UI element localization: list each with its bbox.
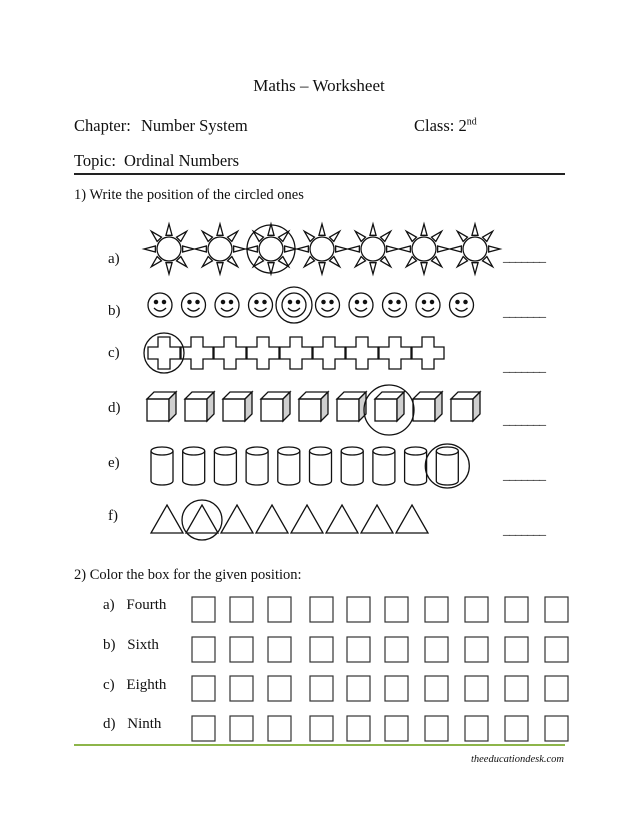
q2-row-a-position: Fourth (126, 597, 167, 613)
q1-row-e-label: e) (108, 455, 120, 471)
answer-box[interactable] (310, 716, 333, 741)
sun-icon (348, 224, 398, 274)
q2-row-c-label: c) (103, 677, 115, 693)
question-2-prompt: 2) Color the box for the given position: (74, 567, 302, 583)
cylinder-icon (278, 447, 300, 485)
answer-box[interactable] (385, 637, 408, 662)
sun-icon (246, 224, 296, 274)
answer-box[interactable] (425, 597, 448, 622)
answer-box[interactable] (230, 716, 253, 741)
answer-box[interactable] (268, 676, 291, 701)
class-label: Class: 2 (414, 116, 467, 135)
q1-answer-blank-e[interactable]: _______ (503, 468, 545, 483)
topic-value: Ordinal Numbers (124, 151, 240, 170)
answer-box[interactable] (347, 597, 370, 622)
answer-box[interactable] (425, 676, 448, 701)
answer-box[interactable] (505, 716, 528, 741)
answer-box[interactable] (385, 597, 408, 622)
smiley-icon (148, 293, 172, 317)
q1-answer-blank-c[interactable]: _______ (503, 360, 545, 375)
q1-answer-blank-a[interactable]: _______ (503, 250, 545, 265)
q1-row-a-label: a) (108, 251, 120, 267)
cylinder-icon (436, 447, 458, 485)
q2-row-b (103, 637, 159, 654)
triangle-icon (291, 505, 323, 533)
cylinder-icon (183, 447, 205, 485)
triangle-icon (256, 505, 288, 533)
q1-row-c-label: c) (108, 345, 120, 361)
cube-icon (185, 392, 214, 421)
cube-icon (299, 392, 328, 421)
answer-box[interactable] (192, 716, 215, 741)
cube-icon (375, 392, 404, 421)
worksheet-title: Maths – Worksheet (253, 76, 385, 95)
cylinder-icon (373, 447, 395, 485)
sun-icon (195, 224, 245, 274)
smiley-icon (416, 293, 440, 317)
cylinder-icon (405, 447, 427, 485)
q2-row-b-label: b) (103, 637, 116, 653)
q1-row-b-label: b) (108, 303, 121, 319)
answer-box[interactable] (465, 597, 488, 622)
q1-answer-blank-f[interactable]: _______ (503, 523, 545, 538)
cylinder-icon (246, 447, 268, 485)
selection-circle (425, 444, 469, 488)
answer-box[interactable] (310, 597, 333, 622)
q2-row-a-label: a) (103, 597, 115, 613)
answer-box[interactable] (425, 716, 448, 741)
sun-icon (450, 224, 500, 274)
answer-box[interactable] (230, 637, 253, 662)
answer-box[interactable] (545, 597, 568, 622)
q1-row-d-label: d) (108, 400, 121, 416)
answer-box[interactable] (230, 676, 253, 701)
cross-icon (214, 337, 246, 369)
cube-icon (261, 392, 290, 421)
answer-box[interactable] (545, 716, 568, 741)
answer-box[interactable] (505, 637, 528, 662)
answer-box[interactable] (192, 637, 215, 662)
cylinder-icon (310, 447, 332, 485)
cross-icon (280, 337, 312, 369)
question-1-prompt: 1) Write the position of the circled ones (74, 187, 304, 203)
q1-answer-blank-d[interactable]: _______ (503, 413, 545, 428)
answer-box[interactable] (230, 597, 253, 622)
triangle-icon (326, 505, 358, 533)
answer-box[interactable] (347, 637, 370, 662)
footer-site: theeducationdesk.com (470, 754, 564, 765)
smiley-icon (182, 293, 206, 317)
answer-box[interactable] (192, 676, 215, 701)
triangle-icon (151, 505, 183, 533)
cross-icon (412, 337, 444, 369)
answer-box[interactable] (310, 676, 333, 701)
q2-row-d (103, 716, 161, 733)
answer-box[interactable] (505, 676, 528, 701)
answer-box[interactable] (505, 597, 528, 622)
cross-icon (181, 337, 213, 369)
answer-box[interactable] (545, 676, 568, 701)
triangle-icon (221, 505, 253, 533)
sun-icon (297, 224, 347, 274)
cube-icon (223, 392, 252, 421)
cross-icon (379, 337, 411, 369)
smiley-icon (215, 293, 239, 317)
cylinder-icon (214, 447, 236, 485)
smiley-icon (450, 293, 474, 317)
q2-row-b-position: Sixth (127, 637, 159, 653)
cube-icon (337, 392, 366, 421)
answer-box[interactable] (347, 716, 370, 741)
answer-box[interactable] (465, 676, 488, 701)
answer-box[interactable] (465, 716, 488, 741)
answer-box[interactable] (385, 676, 408, 701)
q2-row-d-label: d) (103, 716, 116, 732)
answer-box[interactable] (268, 597, 291, 622)
answer-box[interactable] (192, 597, 215, 622)
q2-row-d-position: Ninth (127, 716, 162, 732)
q2-row-a (103, 597, 166, 614)
sun-icon (399, 224, 449, 274)
answer-box[interactable] (425, 637, 448, 662)
smiley-icon (249, 293, 273, 317)
triangle-icon (186, 505, 218, 533)
answer-box[interactable] (347, 676, 370, 701)
cross-icon (148, 337, 180, 369)
chapter-value: Number System (140, 116, 248, 135)
smiley-icon (383, 293, 407, 317)
cross-icon (346, 337, 378, 369)
cross-icon (313, 337, 345, 369)
smiley-icon (282, 293, 306, 317)
smiley-icon (316, 293, 340, 317)
q2-row-c (103, 677, 166, 694)
cube-icon (413, 392, 442, 421)
answer-box[interactable] (465, 637, 488, 662)
triangle-icon (361, 505, 393, 533)
cube-icon (451, 392, 480, 421)
selection-circle (144, 333, 184, 373)
q1-row-f-label: f) (108, 508, 118, 524)
footer-rule (74, 744, 565, 746)
answer-box[interactable] (545, 637, 568, 662)
answer-box[interactable] (268, 637, 291, 662)
cross-icon (247, 337, 279, 369)
cylinder-icon (151, 447, 173, 485)
q2-row-c-position: Eighth (126, 677, 167, 693)
triangle-icon (396, 505, 428, 533)
chapter-label: Chapter: (74, 116, 131, 135)
answer-box[interactable] (385, 716, 408, 741)
class-suffix: nd (466, 116, 477, 128)
cube-icon (147, 392, 176, 421)
selection-circle (247, 225, 295, 273)
answer-box[interactable] (268, 716, 291, 741)
q1-answer-blank-b[interactable]: _______ (503, 305, 545, 320)
cylinder-icon (341, 447, 363, 485)
topic-label: Topic: (74, 151, 116, 170)
answer-box[interactable] (310, 637, 333, 662)
sun-icon (144, 224, 194, 274)
smiley-icon (349, 293, 373, 317)
